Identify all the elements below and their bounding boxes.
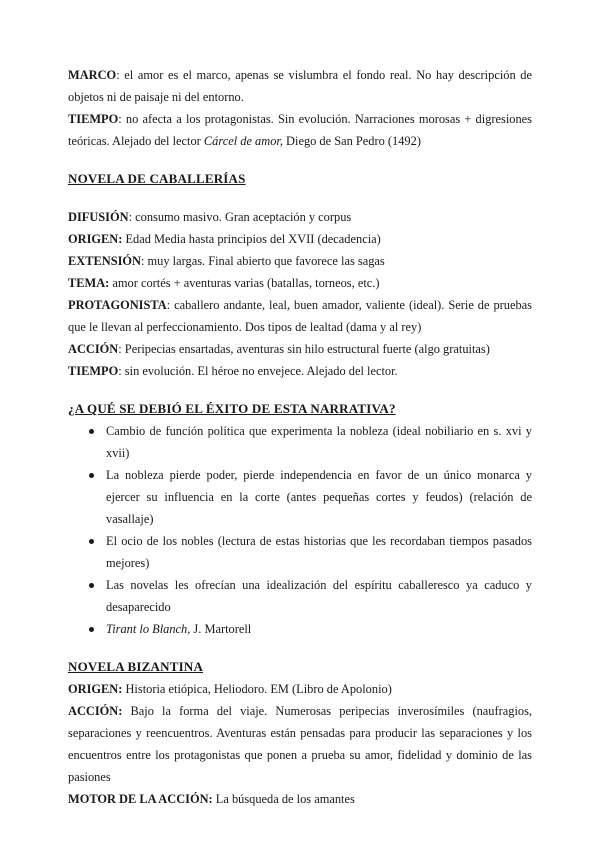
text-run: La búsqueda de los amantes (212, 792, 355, 806)
paragraph (68, 788, 532, 810)
italic-title: Cárcel de amor, (203, 134, 283, 148)
blank-line (68, 640, 532, 656)
paragraph (68, 228, 532, 250)
text-run: amor cortés + aventuras varias (batallas, torneos, etc.) (109, 276, 380, 290)
bullet-list (68, 420, 532, 640)
text-run: Bajo la forma del viaje. Numerosas peripecias inverosímiles (naufragios, separaciones y reencuentros. Aventuras están pensadas para producir las separaciones y los encuentros entre los protagonistas que ponen a prueba su amor, fidelidad y dominio de las pasiones (68, 704, 532, 784)
text-run: Las novelas les ofrecían una idealización del espíritu caballeresco ya caduco y desaparecido (106, 578, 532, 614)
bold-label: TIEMPO (68, 112, 119, 126)
text-run: El ocio de los nobles (lectura de estas historias que les recordaban tiempos pasados mejores) (106, 534, 532, 570)
paragraph (68, 250, 532, 272)
text-run: Cambio de función política que experimenta la nobleza (ideal nobiliario en s. xvi y xvii) (106, 424, 532, 460)
bullet-item (106, 464, 532, 530)
bold-label: DIFUSIÓN (68, 210, 129, 224)
paragraph (68, 678, 532, 700)
paragraph (68, 64, 532, 108)
bullet-item (106, 420, 532, 464)
bullet-item (106, 618, 532, 640)
bold-label: ACCIÓN: (68, 704, 123, 718)
paragraph (68, 294, 532, 338)
bullet-item (106, 574, 532, 618)
paragraph (68, 360, 532, 382)
text-run: : no afecta a los protagonistas. Sin evolución. Narraciones morosas + digresiones teóricas. Alejado del lector (68, 112, 532, 148)
section-heading (68, 398, 532, 420)
italic-title: Tirant lo Blanch (106, 622, 188, 636)
section-heading-text: NOVELA DE CABALLERÍAS (68, 171, 246, 186)
bold-label: TIEMPO (68, 364, 119, 378)
text-run: , J. Martorell (187, 622, 252, 636)
bold-label: ACCIÓN (68, 342, 119, 356)
blank-line (68, 190, 532, 206)
text-run: La nobleza pierde poder, pierde independencia en favor de un único monarca y ejercer su influencia en la corte (antes pequeñas cortes y feudos) (relación de vasallaje) (106, 468, 532, 526)
section-heading (68, 168, 532, 190)
text-run: Edad Media hasta principios del XVII (decadencia) (122, 232, 381, 246)
paragraph (68, 108, 532, 152)
bullet-item (106, 530, 532, 574)
bold-label: PROTAGONISTA (68, 298, 167, 312)
bold-label: TEMA: (68, 276, 110, 290)
paragraph (68, 700, 532, 788)
paragraph (68, 338, 532, 360)
bold-label: ORIGEN: (68, 682, 123, 696)
blank-line (68, 382, 532, 398)
bold-label: ORIGEN: (68, 232, 123, 246)
section-heading-text: NOVELA BIZANTINA (68, 659, 204, 674)
text-run: : caballero andante, leal, buen amador, valiente (ideal). Serie de pruebas que le llevan al perfeccionamiento. Dos tipos de lealtad (dama y al rey) (68, 298, 532, 334)
blank-line (68, 152, 532, 168)
bold-label: MOTOR DE LA ACCIÓN: (68, 792, 213, 806)
text-run: : sin evolución. El héroe no envejece. Alejado del lector. (118, 364, 398, 378)
paragraph (68, 272, 532, 294)
paragraph (68, 206, 532, 228)
bold-label: EXTENSIÓN (68, 254, 141, 268)
section-heading (68, 656, 532, 678)
text-run: : consumo masivo. Gran aceptación y corpus (128, 210, 352, 224)
text-run: Historia etiópica, Heliodoro. EM (Libro de Apolonio) (122, 682, 392, 696)
text-run: : Peripecias ensartadas, aventuras sin hilo estructural fuerte (algo gratuitas) (118, 342, 490, 356)
text-run: : muy largas. Final abierto que favorece las sagas (141, 254, 385, 268)
text-run: Diego de San Pedro (1492) (282, 134, 421, 148)
section-heading-text: ¿A QUÉ SE DEBIÓ EL ÉXITO DE ESTA NARRATIVA? (68, 401, 396, 416)
text-run: : el amor es el marco, apenas se vislumbra el fondo real. No hay descripción de objetos ni de paisaje ni del entorno. (68, 68, 532, 104)
bold-label: MARCO (68, 68, 117, 82)
